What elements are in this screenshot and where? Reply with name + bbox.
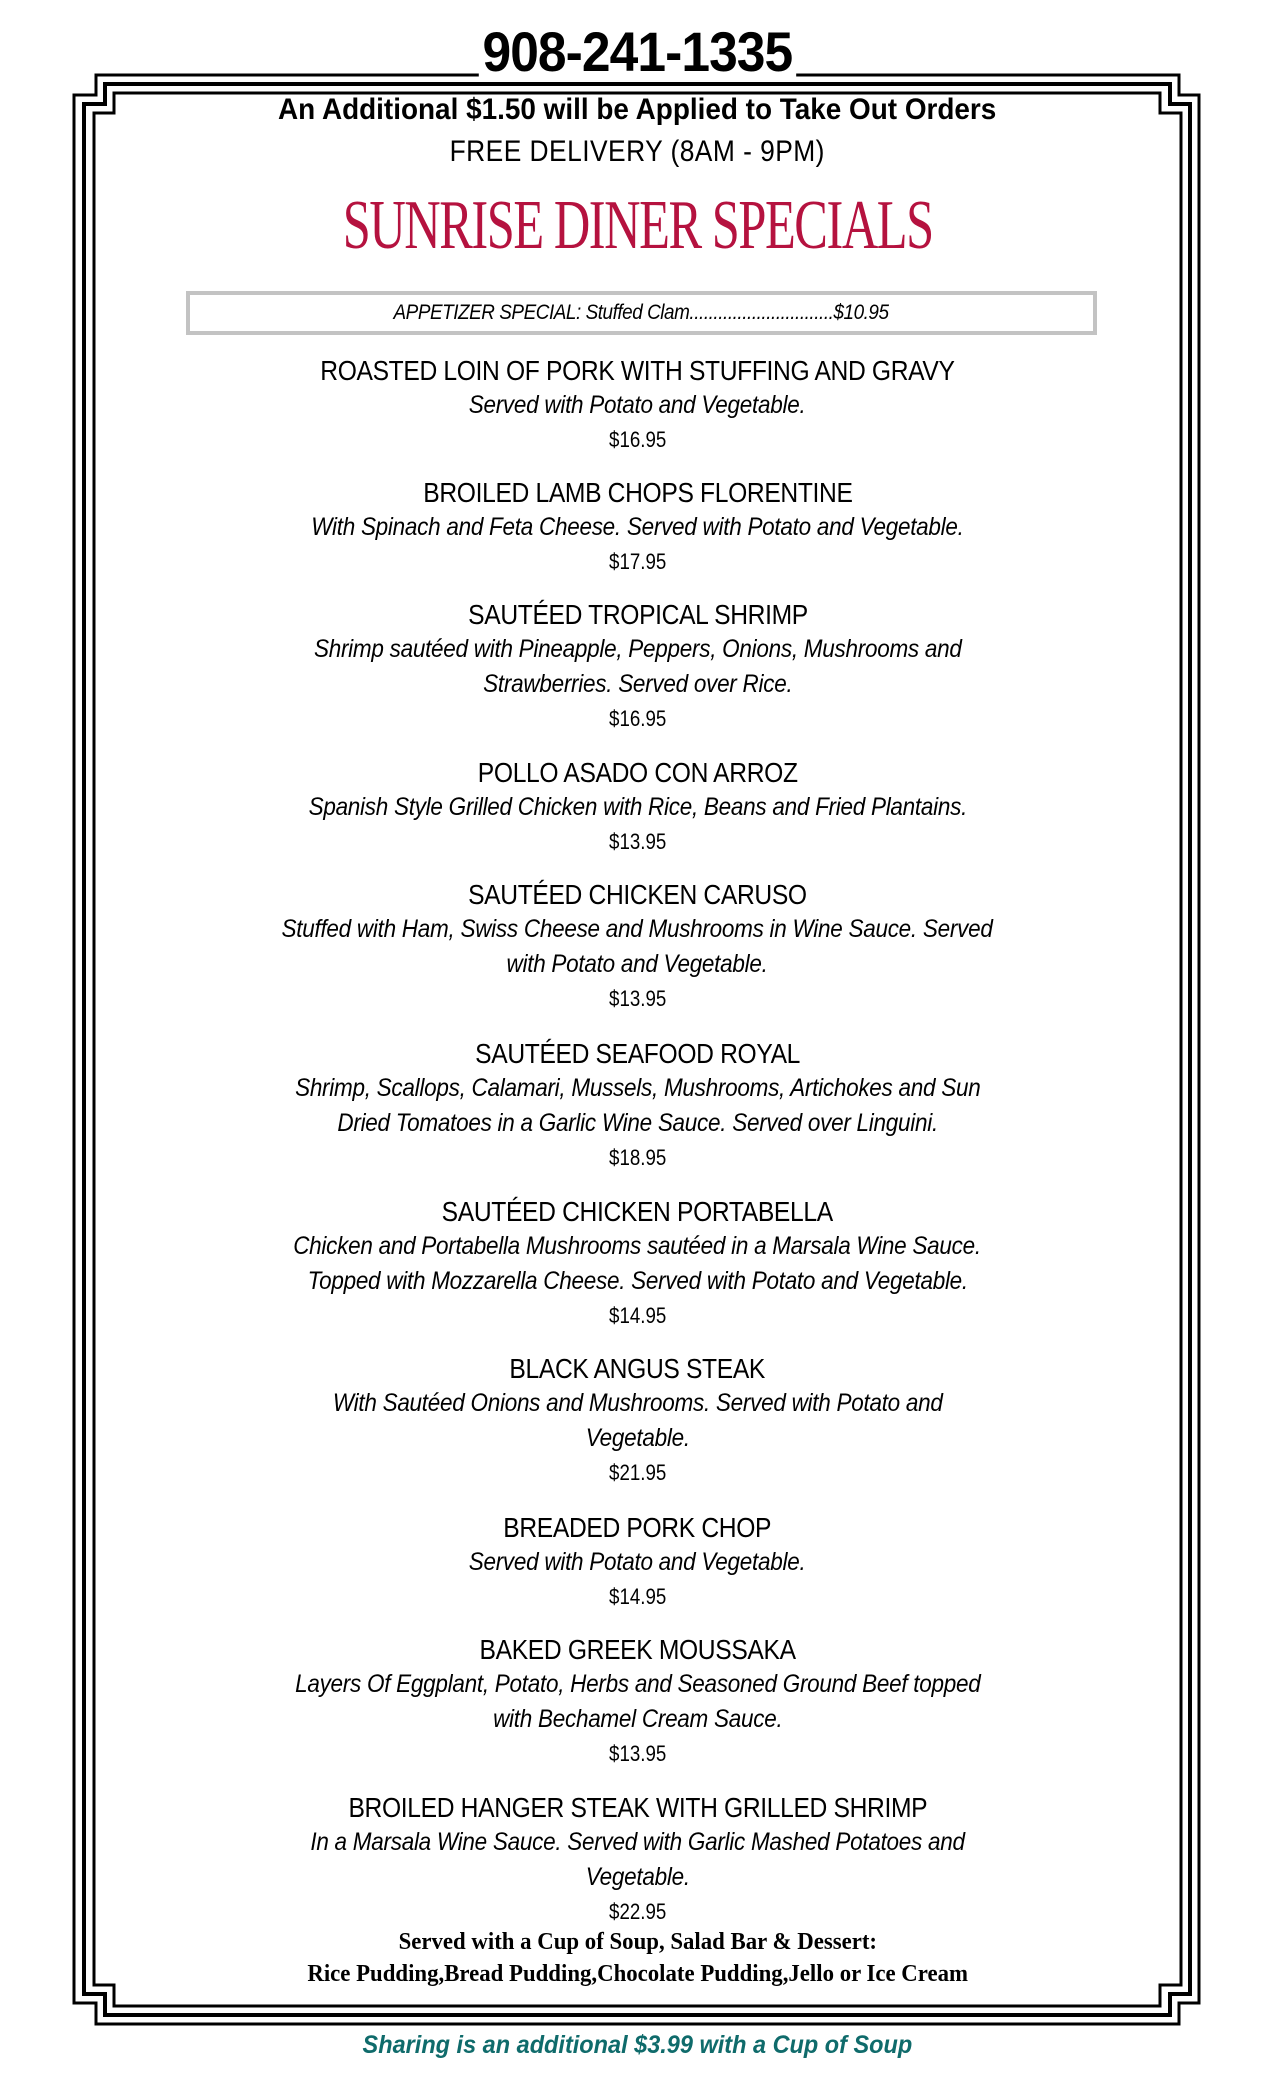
menu-item: [150, 1791, 1125, 1929]
menu-item-description: Strawberries. Served over Rice.: [482, 670, 793, 698]
delivery-notice: FREE DELIVERY (8AM - 9PM): [449, 135, 826, 168]
menu-item: [150, 1195, 1125, 1333]
menu-item-description: Shrimp, Scallops, Calamari, Mussels, Mushrooms, Artichokes and Sun: [294, 1074, 981, 1102]
menu-item-price: $13.95: [608, 986, 667, 1011]
menu-item-description: with Potato and Vegetable.: [506, 950, 769, 978]
menu-item-name: SAUTÉED SEAFOOD ROYAL: [475, 1038, 800, 1069]
menu-item-price: $14.95: [608, 1584, 667, 1609]
menu-item: [150, 476, 1125, 579]
menu-item-price: $13.95: [608, 829, 667, 854]
sharing-note: Sharing is an additional $3.99 with a Cup of Soup: [362, 2031, 913, 2059]
menu-item-price: $14.95: [608, 1303, 667, 1328]
menu-item-description: In a Marsala Wine Sauce. Served with Garlic Mashed Potatoes and: [310, 1828, 965, 1856]
phone-number[interactable]: [0, 22, 1275, 82]
menu-item-price: $17.95: [608, 549, 667, 574]
menu-item-price: $16.95: [608, 427, 667, 452]
served-with-note: Served with a Cup of Soup, Salad Bar & Dessert:: [398, 1929, 877, 1955]
menu-item-description: Dried Tomatoes in a Garlic Wine Sauce. Served over Linguini.: [337, 1109, 938, 1137]
menu-item-description: Vegetable.: [585, 1863, 690, 1891]
menu-item-name: SAUTÉED TROPICAL SHRIMP: [467, 599, 808, 630]
menu-item-price: $13.95: [608, 1741, 667, 1766]
dessert-options: Rice Pudding,Bread Pudding,Chocolate Pudding,Jello or Ice Cream: [307, 1961, 968, 1987]
menu-item: [150, 756, 1125, 859]
menu-item-name: SAUTÉED CHICKEN CARUSO: [468, 879, 807, 910]
menu-item-name: BLACK ANGUS STEAK: [509, 1353, 766, 1384]
menu-item: [150, 598, 1125, 736]
menu-item: [150, 1352, 1125, 1490]
appetizer-special-box: [186, 291, 1097, 335]
menu-item-description: Chicken and Portabella Mushrooms sautéed in a Marsala Wine Sauce.: [293, 1232, 982, 1260]
menu-item: [150, 1037, 1125, 1175]
page-title: SUNRISE DINER SPECIALS: [342, 187, 933, 264]
menu-item-description: Topped with Mozzarella Cheese. Served with Potato and Vegetable.: [307, 1267, 968, 1295]
menu-item: [150, 1633, 1125, 1771]
menu-item-description: With Spinach and Feta Cheese. Served with Potato and Vegetable.: [311, 513, 964, 541]
menu-item: [150, 354, 1125, 457]
menu-item-name: BROILED LAMB CHOPS FLORENTINE: [422, 477, 853, 508]
menu-item-description: Shrimp sautéed with Pineapple, Peppers, Onions, Mushrooms and: [313, 635, 962, 663]
menu-item-name: ROASTED LOIN OF PORK WITH STUFFING AND GRAVY: [320, 355, 955, 386]
menu-item-description: Spanish Style Grilled Chicken with Rice, Beans and Fried Plantains.: [308, 793, 967, 821]
menu-item-name: BAKED GREEK MOUSSAKA: [479, 1634, 796, 1665]
menu-item-description: Stuffed with Ham, Swiss Cheese and Mushrooms in Wine Sauce. Served: [281, 915, 994, 943]
menu-item-price: $18.95: [608, 1145, 667, 1170]
menu-item-name: BROILED HANGER STEAK WITH GRILLED SHRIMP: [348, 1792, 927, 1823]
menu-item-description: with Bechamel Cream Sauce.: [492, 1705, 783, 1733]
menu-item-description: With Sautéed Onions and Mushrooms. Served with Potato and: [332, 1389, 943, 1417]
takeout-notice: An Additional $1.50 will be Applied to Take Out Orders: [278, 93, 997, 126]
phone-number-text: 908-241-1335: [479, 22, 796, 82]
menu-item: [150, 1511, 1125, 1614]
menu-item-description: Vegetable.: [585, 1424, 690, 1452]
menu-item-name: SAUTÉED CHICKEN PORTABELLA: [441, 1196, 834, 1227]
menu-item-description: Layers Of Eggplant, Potato, Herbs and Seasoned Ground Beef topped: [294, 1670, 981, 1698]
menu-item-name: POLLO ASADO CON ARROZ: [477, 757, 798, 788]
menu-item-price: $16.95: [608, 706, 667, 731]
menu-item: [150, 878, 1125, 1016]
menu-item-price: $22.95: [608, 1899, 667, 1924]
menu-item-description: Served with Potato and Vegetable.: [469, 1548, 806, 1576]
menu-item-name: BREADED PORK CHOP: [503, 1512, 772, 1543]
menu-item-description: Served with Potato and Vegetable.: [469, 391, 806, 419]
appetizer-special-text: APPETIZER SPECIAL: Stuffed Clam..............................$10.95: [393, 301, 890, 324]
menu-item-price: $21.95: [608, 1460, 667, 1485]
